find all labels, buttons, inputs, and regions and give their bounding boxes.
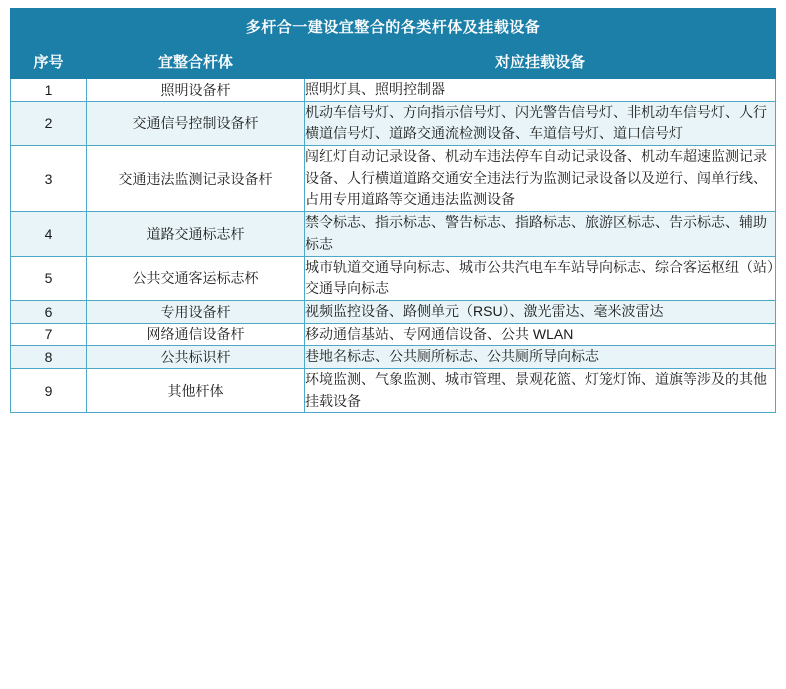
row-index: 9 <box>11 368 87 412</box>
row-pole: 专用设备杆 <box>87 300 305 323</box>
row-devices: 禁令标志、指示标志、警告标志、指路标志、旅游区标志、告示标志、辅助标志 <box>305 212 776 256</box>
column-header-devices: 对应挂载设备 <box>305 44 776 79</box>
table-row <box>11 101 776 145</box>
table-row <box>11 79 776 102</box>
table-row <box>11 256 776 300</box>
row-index: 3 <box>11 146 87 212</box>
row-devices: 环境监测、气象监测、城市管理、景观花篮、灯笼灯饰、道旗等涉及的其他挂载设备 <box>305 368 776 412</box>
row-index: 8 <box>11 346 87 369</box>
row-index: 5 <box>11 256 87 300</box>
row-pole: 交通信号控制设备杆 <box>87 101 305 145</box>
row-pole: 其他杆体 <box>87 368 305 412</box>
row-devices: 城市轨道交通导向标志、城市公共汽电车车站导向标志、综合客运枢纽（站）交通导向标志 <box>305 256 776 300</box>
column-header-pole: 宜整合杆体 <box>87 44 305 79</box>
row-devices: 闯红灯自动记录设备、机动车违法停车自动记录设备、机动车超速监测记录设备、人行横道道路交通安全违法行为监测记录设备以及逆行、闯单行线、占用专用道路等交通违法监测设备 <box>305 146 776 212</box>
row-devices: 照明灯具、照明控制器 <box>305 79 776 102</box>
table-title-row <box>11 9 776 44</box>
row-index: 2 <box>11 101 87 145</box>
column-header-index: 序号 <box>11 44 87 79</box>
row-pole: 公共交通客运标志杯 <box>87 256 305 300</box>
row-pole: 交通违法监测记录设备杆 <box>87 146 305 212</box>
table-row <box>11 300 776 323</box>
row-devices: 视频监控设备、路侧单元（RSU）、激光雷达、毫米波雷达 <box>305 300 776 323</box>
table-header-row <box>11 44 776 79</box>
row-pole: 公共标识杆 <box>87 346 305 369</box>
table-row <box>11 346 776 369</box>
row-devices: 机动车信号灯、方向指示信号灯、闪光警告信号灯、非机动车信号灯、人行横道信号灯、道路交通流检测设备、车道信号灯、道口信号灯 <box>305 101 776 145</box>
row-pole: 道路交通标志杆 <box>87 212 305 256</box>
pole-integration-table <box>10 8 776 413</box>
row-index: 1 <box>11 79 87 102</box>
table-title: 多杆合一建设宜整合的各类杆体及挂载设备 <box>11 9 776 44</box>
row-index: 6 <box>11 300 87 323</box>
table-row <box>11 146 776 212</box>
row-devices: 移动通信基站、专网通信设备、公共 WLAN <box>305 323 776 346</box>
row-devices: 巷地名标志、公共厕所标志、公共厕所导向标志 <box>305 346 776 369</box>
row-pole: 网络通信设备杆 <box>87 323 305 346</box>
row-index: 7 <box>11 323 87 346</box>
table-row <box>11 323 776 346</box>
table-row <box>11 212 776 256</box>
row-index: 4 <box>11 212 87 256</box>
table-row <box>11 368 776 412</box>
pole-integration-table-container <box>10 8 776 413</box>
row-pole: 照明设备杆 <box>87 79 305 102</box>
